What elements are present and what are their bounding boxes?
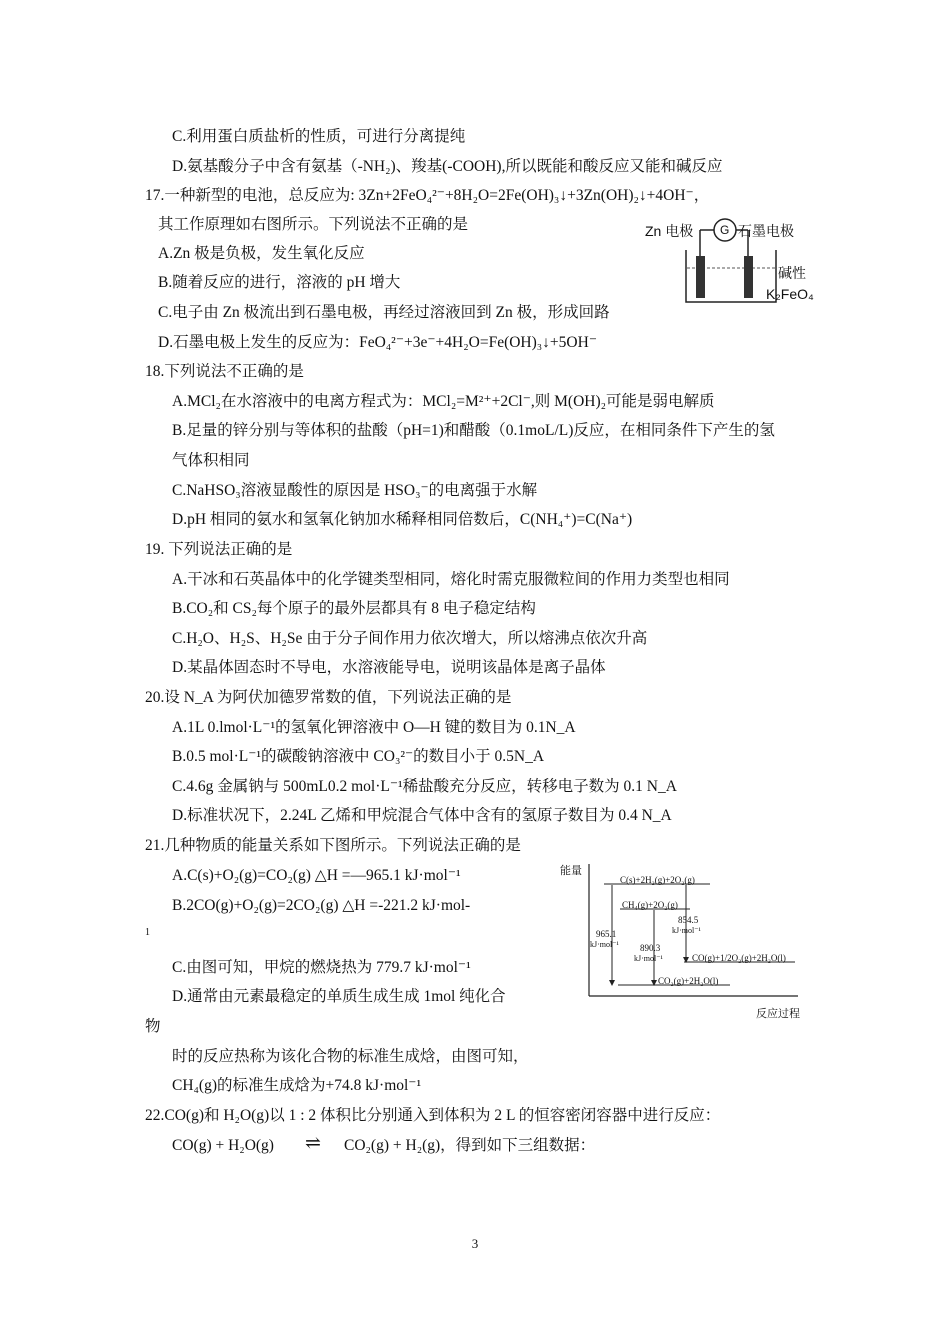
energy-y-label: 能量 xyxy=(560,865,582,877)
q17-option-d: D.石墨电极上发生的反应为：FeO₄²⁻+3e⁻+4H₂O=Fe(OH)₃↓+5OH⁻ xyxy=(158,334,597,351)
page-number: 3 xyxy=(471,1236,479,1251)
q21-option-d-wrap: 物 xyxy=(145,1018,161,1035)
q20-option-c: C.4.6g 金属钠与 500mL0.2 mol·L⁻¹稀盐酸充分反应，转移电子数为 0.1 N_A xyxy=(172,778,677,795)
zn-electrode-label: Zn 电极 xyxy=(645,223,694,239)
q19-option-a: A.干冰和石英晶体中的化学键类型相同，熔化时需克服微粒间的作用力类型也相同 xyxy=(172,571,730,588)
q16-option-d: D.氨基酸分子中含有氨基（-NH₂)、羧基(-COOH),所以既能和酸反应又能和碱反应 xyxy=(172,158,723,175)
arrow-3-unit: kJ·mol⁻¹ xyxy=(672,926,701,935)
q22-equation-left: CO(g) + H₂O(g) xyxy=(172,1137,274,1154)
q21-option-d-cont: 时的反应热称为该化合物的标准生成焓，由图可知， xyxy=(172,1048,529,1065)
level-1-label: C(s)+2H₂(g)+2O₂(g) xyxy=(620,875,695,885)
q18-stem: 18.下列说法不正确的是 xyxy=(145,363,304,380)
arrow-1-value: 965.1 xyxy=(596,929,617,939)
q17-option-b: B.随着反应的进行，溶液的 pH 增大 xyxy=(158,274,401,291)
energy-x-label: 反应过程 xyxy=(756,1008,800,1020)
q19-stem: 19. 下列说法正确的是 xyxy=(145,541,293,558)
q16-option-c: C.利用蛋白质盐析的性质，可进行分离提纯 xyxy=(172,128,466,145)
battery-diagram xyxy=(640,210,820,310)
q17-option-c: C.电子由 Zn 极流出到石墨电极，再经过溶液回到 Zn 极，形成回路 xyxy=(158,304,610,321)
q22-equation-right: CO₂(g) + H₂(g)，得到如下三组数据： xyxy=(344,1137,596,1154)
q19-option-d: D.某晶体固态时不导电，水溶液能导电，说明该晶体是离子晶体 xyxy=(172,659,606,676)
level-3-label: CO(g)+1/2O₂(g)+2H₂O(l) xyxy=(692,953,786,963)
q20-stem: 20.设 N_A 为阿伏加德罗常数的值，下列说法正确的是 xyxy=(145,689,512,706)
q19-option-c: C.H₂O、H₂S、H₂Se 由于分子间作用力依次增大，所以熔沸点依次升高 xyxy=(172,630,648,647)
q17-option-a: A.Zn 极是负极，发生氧化反应 xyxy=(158,245,365,262)
q21-option-d-cont-2: CH₄(g)的标准生成焓为+74.8 kJ·mol⁻¹ xyxy=(172,1077,422,1094)
q18-option-b-cont: 气体积相同 xyxy=(172,452,250,469)
q21-option-c: C.由图可知，甲烷的燃烧热为 779.7 kJ·mol⁻¹ xyxy=(172,959,471,976)
q21-option-a: A.C(s)+O₂(g)=CO₂(g) △H =—965.1 kJ·mol⁻¹ xyxy=(172,867,461,884)
q19-option-b: B.CO₂和 CS₂每个原子的最外层都具有 8 电子稳定结构 xyxy=(172,600,536,617)
q18-option-a: A.MCl₂在水溶液中的电离方程式为：MCl₂=M²⁺+2Cl⁻,则 M(OH)₂可能是弱电解质 xyxy=(172,393,715,410)
q17-stem: 17.一种新型的电池，总反应为: 3Zn+2FeO₄²⁻+8H₂O=2Fe(OH)₃↓+3Zn(OH)₂↓+4OH⁻， xyxy=(145,187,710,204)
energy-diagram xyxy=(560,858,810,1028)
solution-label-1: 碱性 xyxy=(778,265,806,281)
q18-option-b: B.足量的锌分别与等体积的盐酸（pH=1)和醋酸（0.1moL/L)反应，在相同条件下产生的氢 xyxy=(172,422,775,439)
q21-stem: 21.几种物质的能量关系如下图所示。下列说法正确的是 xyxy=(145,837,521,854)
solution-label-2: K₂FeO₄ xyxy=(766,286,814,302)
arrow-2-unit: kJ·mol⁻¹ xyxy=(634,954,663,963)
equilibrium-arrow-icon: ⇌ xyxy=(305,1133,321,1154)
q20-option-d: D.标准状况下，2.24L 乙烯和甲烷混合气体中含有的氢原子数目为 0.4 N_A xyxy=(172,807,672,824)
q20-option-a: A.1L 0.lmol·L⁻¹的氢氧化钾溶液中 O—H 键的数目为 0.1N_A xyxy=(172,719,576,736)
q22-stem: 22.CO(g)和 H₂O(g)以 1 : 2 体积比分别通入到体积为 2 L 的恒容密闭容器中进行反应： xyxy=(145,1107,721,1124)
q18-option-c: C.NaHSO₃溶液显酸性的原因是 HSO₃⁻的电离强于水解 xyxy=(172,482,538,499)
q20-option-b: B.0.5 mol·L⁻¹的碳酸钠溶液中 CO₃²⁻的数目小于 0.5N_A xyxy=(172,748,545,765)
level-4-label: CO₂(g)+2H₂O(l) xyxy=(658,976,719,986)
q21-option-b: B.2CO(g)+O₂(g)=2CO₂(g) △H =-221.2 kJ·mol- xyxy=(172,897,471,914)
q21-option-d: D.通常由元素最稳定的单质生成生成 1mol 纯化合 xyxy=(172,988,506,1005)
q17-stem-cont: 其工作原理如右图所示。下列说法不正确的是 xyxy=(158,216,469,233)
arrow-2-value: 890.3 xyxy=(640,943,661,953)
galvanometer-label: G xyxy=(720,223,730,237)
q18-option-d: D.pH 相同的氨水和氢氧化钠加水稀释相同倍数后，C(NH₄⁺)=C(Na⁺) xyxy=(172,511,633,528)
zn-electrode xyxy=(696,256,705,298)
graphite-electrode-label: 石墨电极 xyxy=(738,223,794,239)
q21-option-b-wrap: 1 xyxy=(145,927,150,938)
graphite-electrode xyxy=(744,256,753,298)
level-2-label: CH₄(g)+2O₂(g) xyxy=(622,900,678,910)
arrow-1-unit: kJ·mol⁻¹ xyxy=(590,940,619,949)
arrow-3-value: 854.5 xyxy=(678,915,699,925)
